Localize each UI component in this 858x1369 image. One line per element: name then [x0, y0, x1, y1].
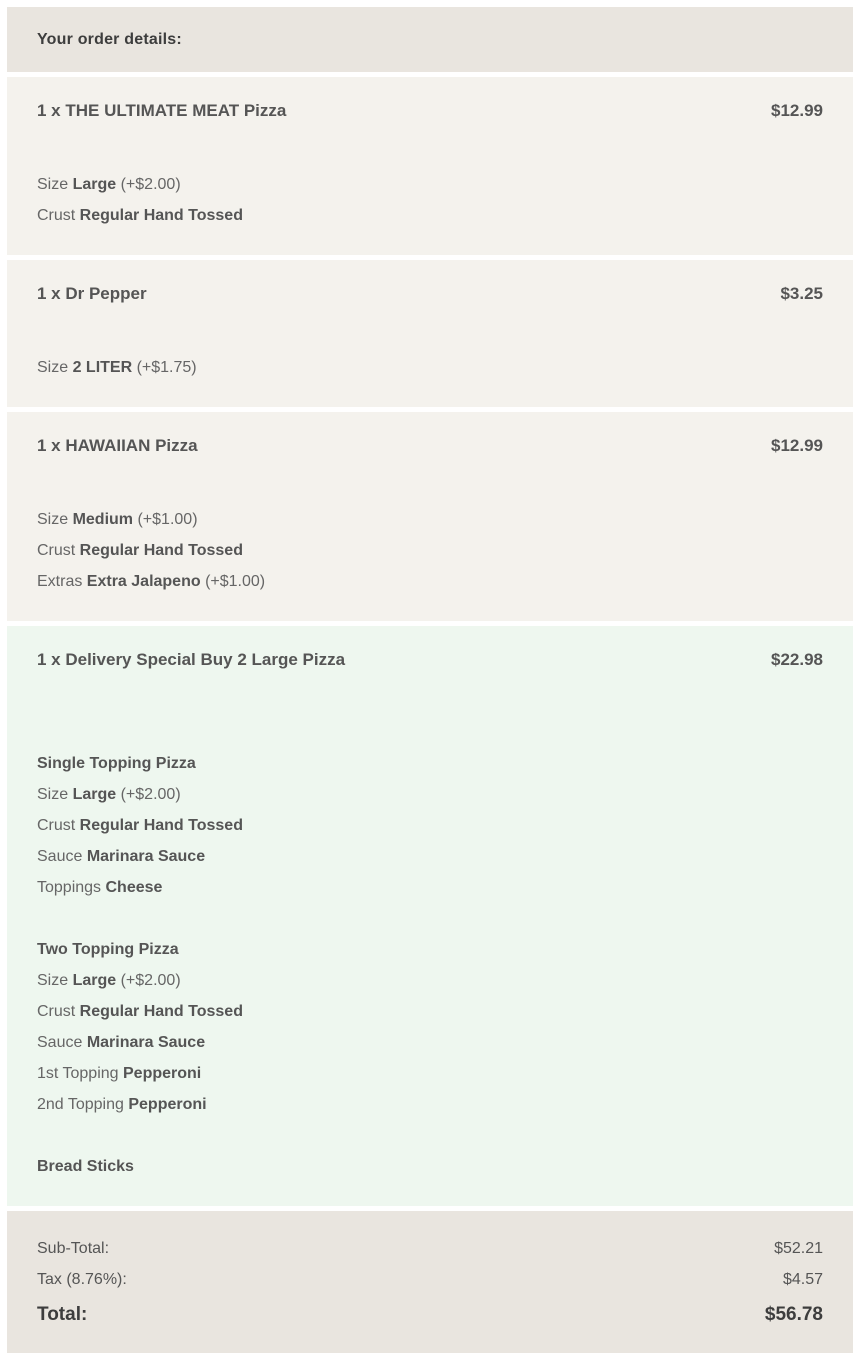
order-item: [7, 260, 853, 407]
item-detail-line: 2nd Topping Pepperoni: [37, 1096, 207, 1113]
total-row: [37, 1301, 823, 1329]
item-details: [37, 352, 823, 383]
item-detail-line: Sauce Marinara Sauce: [37, 1034, 206, 1051]
item-detail-block: [37, 748, 823, 903]
item-detail-line: Sauce Marinara Sauce: [37, 848, 206, 865]
order-totals: [7, 1211, 853, 1353]
tax-value: $4.57: [782, 1271, 823, 1288]
order-details-header: [7, 7, 853, 72]
order-item: [7, 77, 853, 255]
item-detail-block: [37, 934, 823, 1120]
item-price: $12.99: [771, 101, 823, 120]
item-price: $12.99: [771, 436, 823, 455]
item-title-row: [37, 284, 823, 304]
item-title: 1 x Delivery Special Buy 2 Large Pizza: [37, 650, 346, 669]
item-detail-block: [37, 169, 823, 231]
item-details: [37, 504, 823, 597]
item-detail-line: 1st Topping Pepperoni: [37, 1065, 202, 1082]
tax-row: [37, 1264, 823, 1295]
item-price: $22.98: [771, 650, 823, 669]
page-title: Your order details:: [37, 30, 182, 48]
item-detail-line: Size Large (+$2.00): [37, 972, 181, 989]
subtotal-label: Sub-Total:: [37, 1240, 110, 1257]
item-title-row: [37, 101, 823, 121]
item-price: $3.25: [780, 284, 823, 303]
tax-label: Tax (8.76%):: [37, 1271, 127, 1288]
item-detail-line: Single Topping Pizza: [37, 755, 196, 772]
item-detail-line: Size Medium (+$1.00): [37, 511, 198, 528]
item-detail-line: Toppings Cheese: [37, 879, 163, 896]
item-detail-line: Crust Regular Hand Tossed: [37, 542, 243, 559]
item-detail-line: Bread Sticks: [37, 1158, 134, 1175]
subtotal-row: [37, 1233, 823, 1264]
item-title: 1 x THE ULTIMATE MEAT Pizza: [37, 101, 287, 120]
order-item: [7, 412, 853, 621]
item-title: 1 x Dr Pepper: [37, 284, 147, 303]
item-details: [37, 748, 823, 1182]
item-detail-line: Size Large (+$2.00): [37, 176, 181, 193]
item-title: 1 x HAWAIIAN Pizza: [37, 436, 198, 455]
item-detail-line: Crust Regular Hand Tossed: [37, 1003, 243, 1020]
item-detail-line: Extras Extra Jalapeno (+$1.00): [37, 573, 266, 590]
subtotal-value: $52.21: [774, 1240, 823, 1257]
item-detail-line: Crust Regular Hand Tossed: [37, 207, 243, 224]
item-detail-block: [37, 504, 823, 597]
item-detail-block: [37, 1151, 823, 1182]
item-title-row: [37, 436, 823, 456]
order-items-list: [7, 77, 853, 1206]
total-label: Total:: [37, 1304, 88, 1325]
total-value: $56.78: [764, 1304, 823, 1325]
item-detail-line: Two Topping Pizza: [37, 941, 179, 958]
order-item: [7, 626, 853, 1206]
item-detail-block: [37, 352, 823, 383]
item-detail-line: Crust Regular Hand Tossed: [37, 817, 243, 834]
item-detail-line: Size Large (+$2.00): [37, 786, 181, 803]
item-title-row: [37, 650, 823, 670]
item-detail-line: Size 2 LITER (+$1.75): [37, 359, 197, 376]
item-details: [37, 169, 823, 231]
